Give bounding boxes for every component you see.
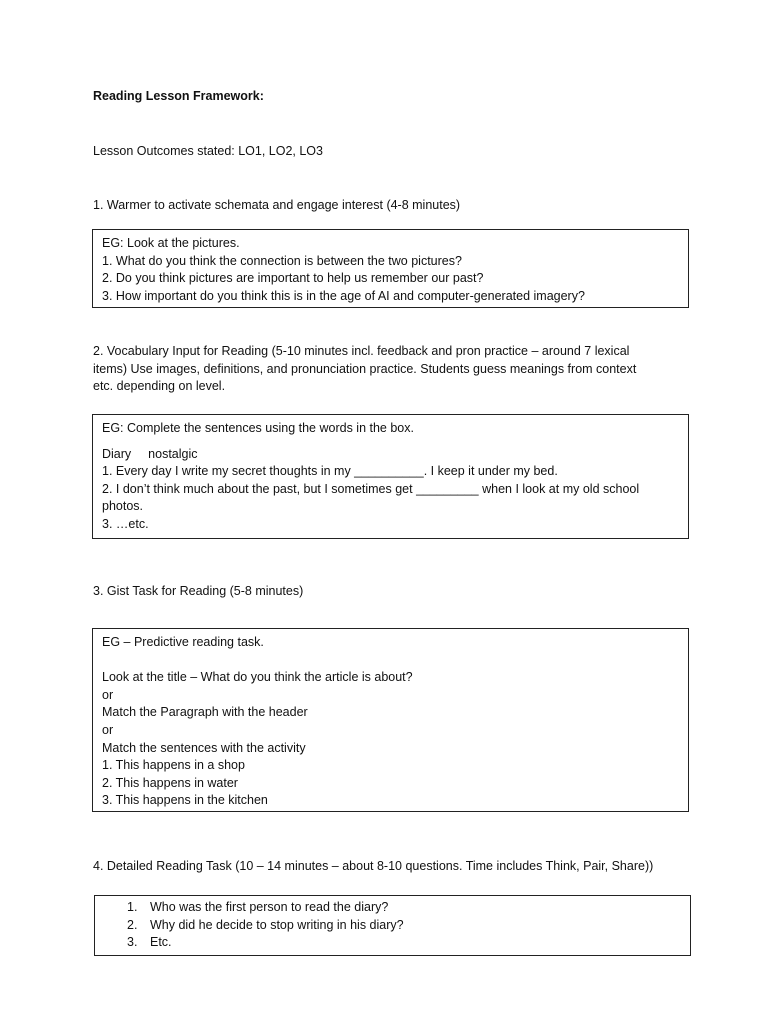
question-text: Why did he decide to stop writing in his diary?	[150, 917, 404, 932]
question-number: 2.	[127, 917, 138, 932]
section-2-line: 2. I don’t think much about the past, but I sometimes get _________ when I look at my old school	[102, 481, 640, 496]
section-1-line: 1. What do you think the connection is between the two pictures?	[102, 253, 462, 268]
section-2-line: 3. …etc.	[102, 516, 149, 531]
question-item	[95, 899, 690, 917]
section-1-line: EG: Look at the pictures.	[102, 236, 240, 250]
word-box	[102, 446, 679, 464]
section-3-heading: 3. Gist Task for Reading (5-8 minutes)	[93, 584, 304, 598]
question-item	[95, 917, 690, 935]
section-3-line: Match the Paragraph with the header	[102, 705, 308, 720]
section-4-heading: 4. Detailed Reading Task (10 – 14 minutes – about 8-10 questions. Time includes Think, Pair, Share))	[93, 859, 654, 873]
section-3-line: 1. This happens in a shop	[102, 758, 245, 773]
section-3-line: Look at the title – What do you think the article is about?	[102, 670, 413, 685]
section-3-line: 2. This happens in water	[102, 775, 238, 790]
section-2-line: photos.	[102, 499, 144, 514]
section-1-example-box	[92, 229, 689, 308]
word-box-item: nostalgic	[148, 446, 198, 461]
section-1-heading: 1. Warmer to activate schemata and engage interest (4-8 minutes)	[93, 198, 461, 212]
section-3-example-box	[92, 628, 689, 812]
lesson-outcomes: Lesson Outcomes stated: LO1, LO2, LO3	[93, 144, 323, 158]
section-2-heading-line: 2. Vocabulary Input for Reading (5-10 minutes incl. feedback and pron practice – around 7 lexical	[93, 344, 630, 358]
section-3-line: Match the sentences with the activity	[102, 740, 306, 755]
question-text: Who was the first person to read the diary?	[150, 900, 389, 914]
section-2-heading	[93, 343, 673, 396]
section-1-line: 3. How important do you think this is in the age of AI and computer-generated imagery?	[102, 288, 585, 303]
section-3-intro: EG – Predictive reading task.	[102, 635, 264, 649]
word-box-item: Diary	[102, 446, 132, 461]
section-2-example-box	[92, 414, 689, 539]
section-2-line: 1. Every day I write my secret thoughts in my __________. I keep it under my bed.	[102, 464, 558, 479]
question-number: 3.	[127, 935, 138, 950]
section-4-question-box	[94, 895, 691, 956]
section-2-heading-line: etc. depending on level.	[93, 379, 226, 394]
question-number: 1.	[127, 900, 138, 914]
section-3-line: 3. This happens in the kitchen	[102, 793, 268, 808]
section-3-line: or	[102, 687, 114, 702]
question-item	[95, 934, 690, 952]
question-text: Etc.	[150, 935, 172, 950]
document-title: Reading Lesson Framework:	[93, 89, 264, 103]
section-1-line: 2. Do you think pictures are important to help us remember our past?	[102, 271, 484, 286]
section-3-line: or	[102, 722, 114, 737]
section-2-heading-line: items) Use images, definitions, and pronunciation practice. Students guess meanings from context	[93, 361, 637, 376]
section-2-instruction: EG: Complete the sentences using the words in the box.	[102, 421, 414, 435]
